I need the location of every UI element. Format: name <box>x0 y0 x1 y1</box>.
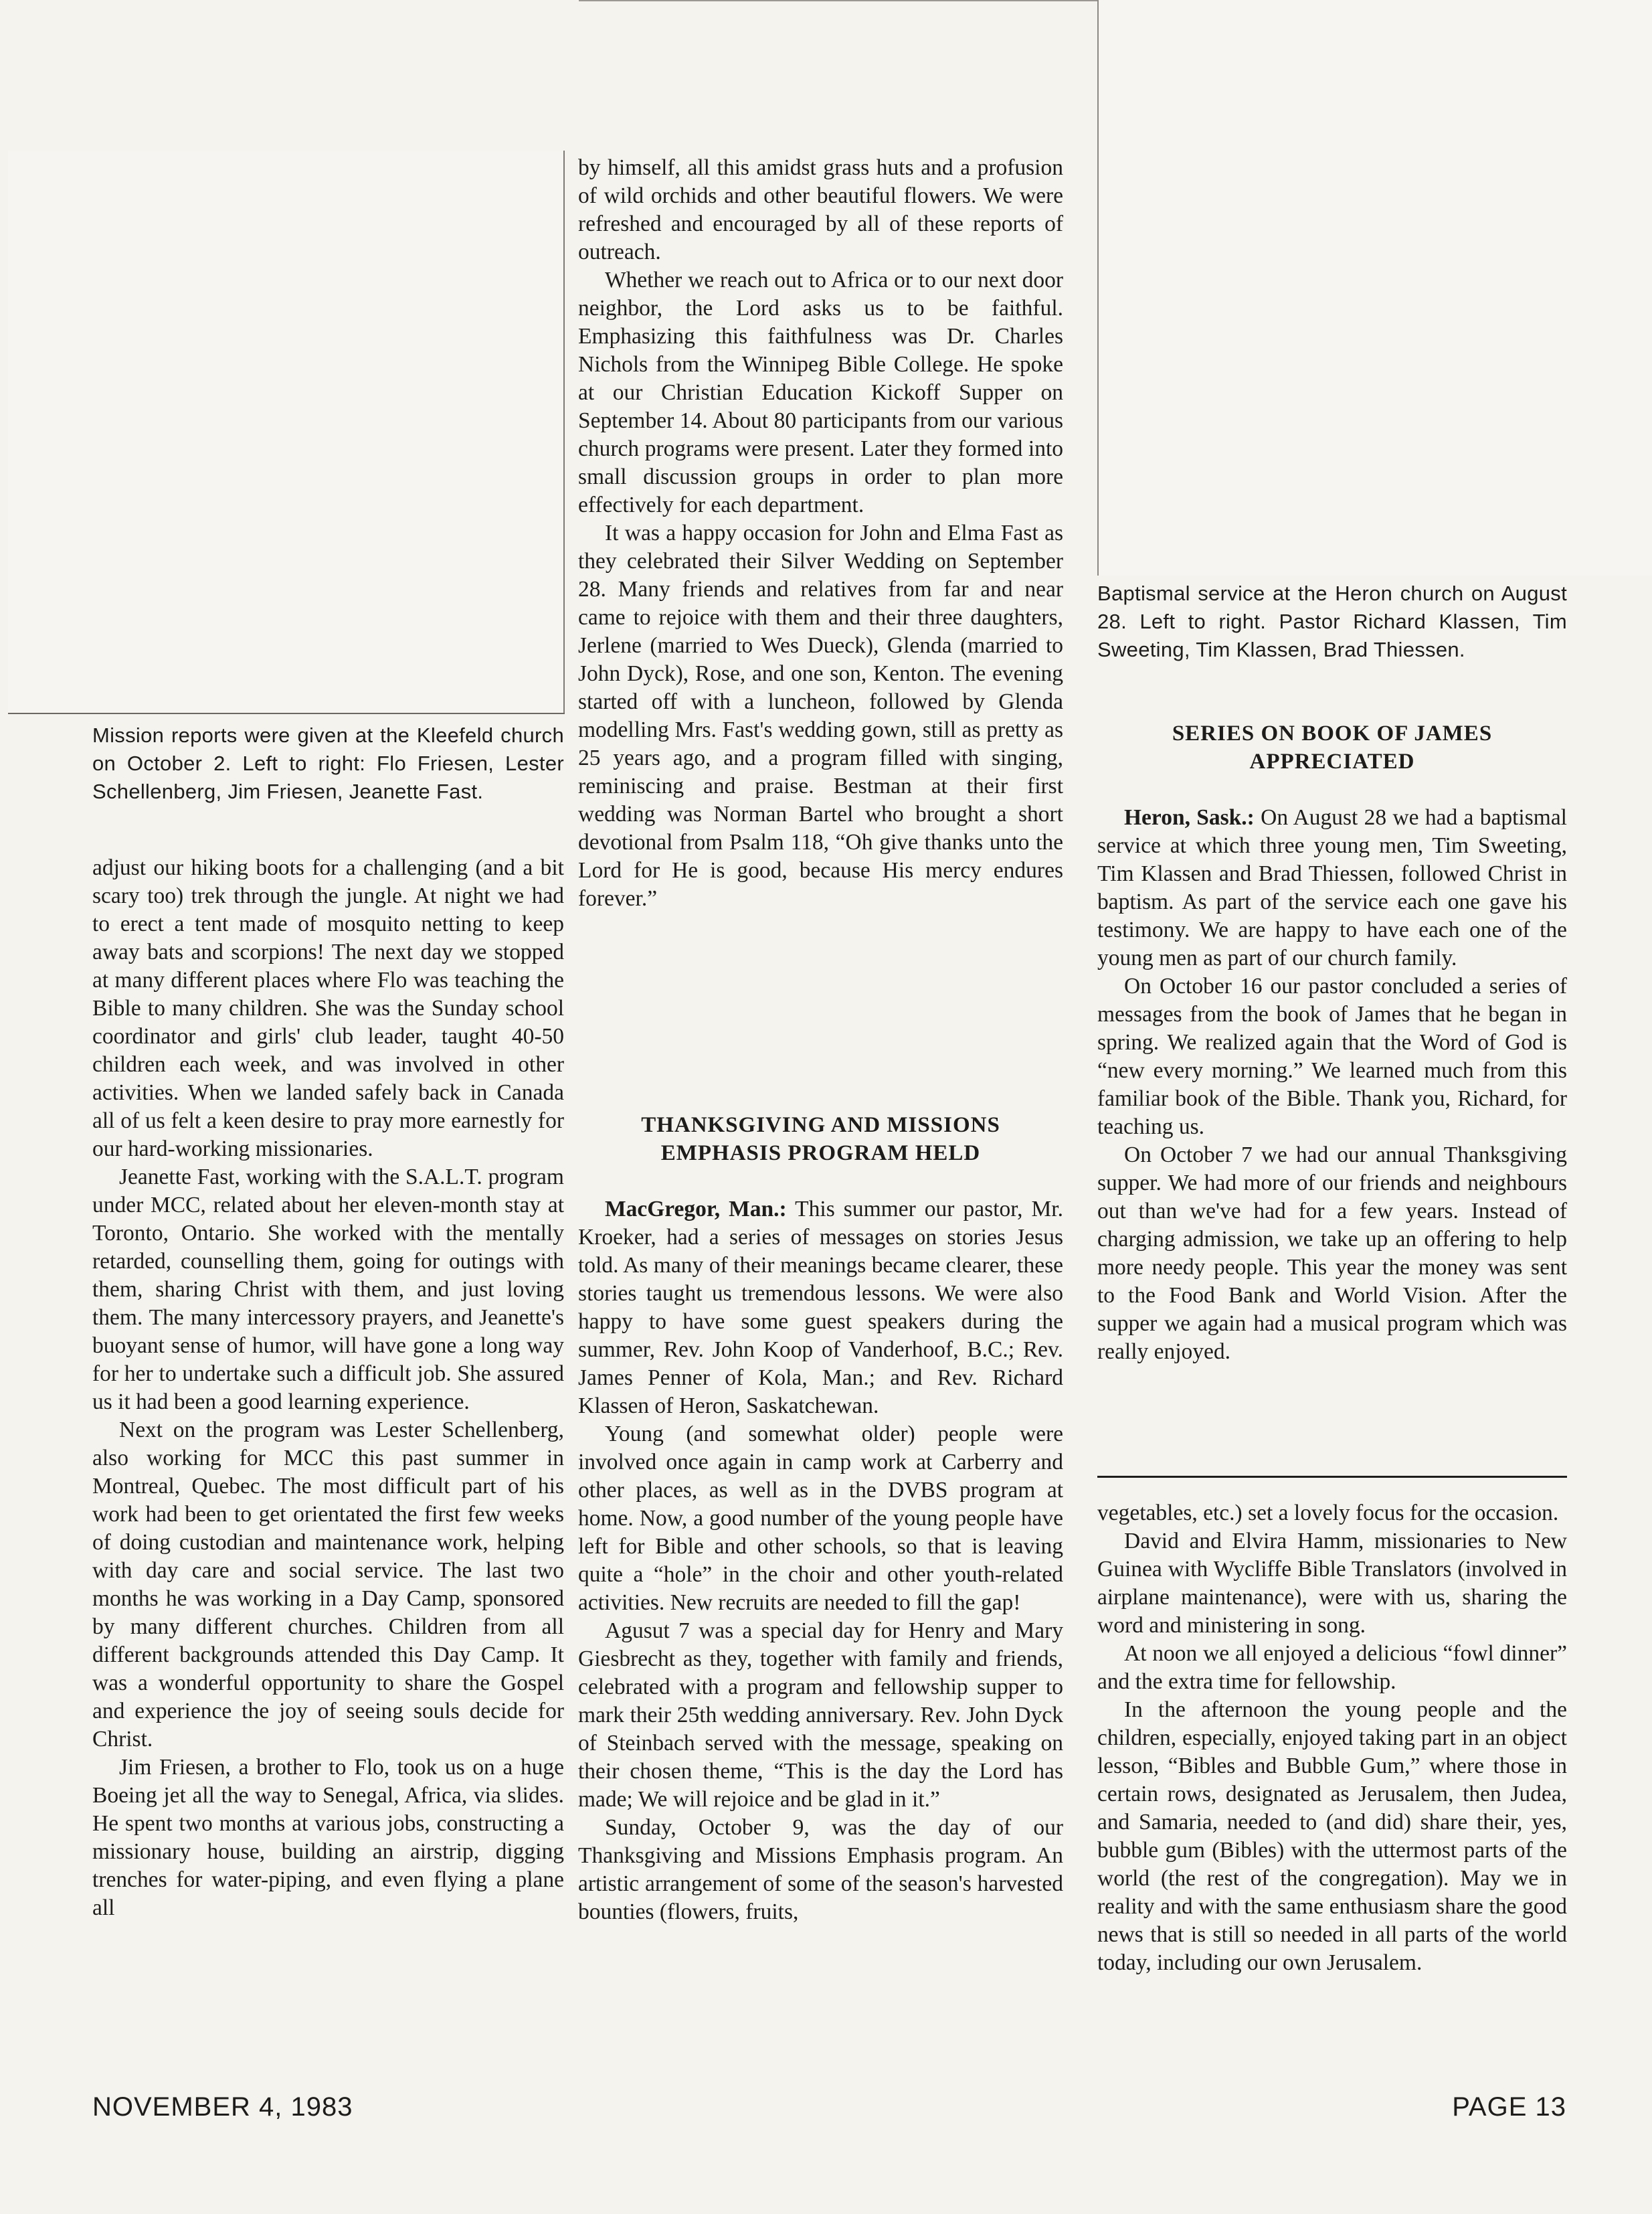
photo-placeholder-heron <box>1097 0 1652 576</box>
paragraph: At noon we all enjoyed a delicious “fowl dinner” and the extra time for fellowship. <box>1097 1641 1567 1694</box>
caption-kleefeld <box>92 721 564 806</box>
article-thanksgiving <box>578 1111 1063 1926</box>
paragraph: Agusut 7 was a special day for Henry and Mary Giesbrecht as they, together with family and friends, celebrated with a program and fellowship supper to mark their 25th wedding anniversary. Rev. John Dyck of Steinbach served with the message, speaking on their chosen theme, “This is the day the Lord has made; We will rejoice and be glad in it.” <box>578 1618 1063 1812</box>
paragraph: It was a happy occasion for John and Elma Fast as they celebrated their Silver Wedding on September 28. Many friends and relatives from far and near came to rejoice with them and their three daughters, Jerlene (married to Wes Dueck), Glenda (married to John Dyck), Rose, and one son, Kenton. The evening started off with a luncheon, followed by Glenda modelling Mrs. Fast's wedding gown, still as pretty as 25 years ago, and a program filled with singing, reminiscing and praise. Bestman at their first wedding was Norman Bartel who brought a short devotional from Psalm 118, “Oh give thanks unto the Lord for He is good, because His mercy endures forever.” <box>578 521 1063 911</box>
article-james <box>1097 719 1567 1366</box>
paragraph: David and Elvira Hamm, missionaries to New Guinea with Wycliffe Bible Translators (involved in airplane maintenance), were with us, sharing the word and ministering in song. <box>1097 1529 1567 1638</box>
paragraph: by himself, all this amidst grass huts and a profusion of wild orchids and other beautiful flowers. We were refreshed and encouraged by all of these reports of outreach. <box>578 155 1063 264</box>
headline: SERIES ON BOOK OF JAMES APPRECIATED <box>1172 721 1493 774</box>
section-divider <box>1097 1476 1567 1478</box>
paragraph: In the afternoon the young people and the children, especially, enjoyed taking part in an object lesson, “Bibles and Bubble Gum,” where those in certain rows, designated as Jerusalem, then Judea, and Samaria, needed to (and did) share their, yes, bubble gum (Bibles) with the uttermost parts of the world (the rest of the congregation). May we in reality and with the same enthusiasm share the good news that is still so needed in all parts of the world today, including our own Jerusalem. <box>1097 1697 1567 1975</box>
column-2-top <box>578 154 1063 913</box>
paragraph: This summer our pastor, Mr. Kroeker, had a series of messages on stories Jesus told. As many of their meanings became clearer, these stories taught us tremendous lessons. We were also happy to have some guest speakers during the summer, Rev. John Koop of Vanderhoof, B.C.; Rev. James Penner of Kola, Man.; and Rev. Richard Klassen of Heron, Saskatchewan. <box>578 1197 1063 1418</box>
dateline: MacGregor, Man.: <box>605 1197 787 1221</box>
paragraph: Next on the program was Lester Schellenberg, also working for MCC this past summer in Montreal, Quebec. The most difficult part of his work had been to get orientated the first few weeks of doing custodian and maintenance work, helping with day care and social service. The last two months he was working in a Day Camp, sponsored by many different churches. Children from all different backgrounds attended this Day Camp. It was a wonderful opportunity to share the Gospel and experience the joy of seeing souls decide for Christ. <box>92 1418 564 1752</box>
page-number: PAGE 13 <box>1452 2092 1566 2122</box>
photo-border <box>563 151 565 713</box>
paragraph: Jeanette Fast, working with the S.A.L.T. program under MCC, related about her eleven-month stay at Toronto, Ontario. She worked with the mentally retarded, counselling them, going for outings with them, sharing Christ with them, and just loving them. The many intercessory prayers, and Jeanette's buoyant sense of humor, will have gone a long way for her to undertake such a difficult job. She assured us it had been a good learning experience. <box>92 1165 564 1414</box>
caption-text: Baptismal service at the Heron church on August 28. Left to right. Pastor Richard Klassen, Tim Sweeting, Tim Klassen, Brad Thiessen. <box>1097 582 1567 661</box>
dateline: Heron, Sask.: <box>1124 805 1255 830</box>
top-rule <box>579 0 1101 1</box>
headline: THANKSGIVING AND MISSIONS EMPHASIS PROGRAM HELD <box>641 1113 1000 1165</box>
issue-date: NOVEMBER 4, 1983 <box>92 2092 353 2122</box>
column-1 <box>92 854 564 1922</box>
paragraph: On October 7 we had our annual Thanksgiving supper. We had more of our friends and neighbours out than we've had for a few years. Instead of charging admission, we take up an offering to help more needy people. This year the money was sent to the Food Bank and World Vision. After the supper we again had a musical program which was really enjoyed. <box>1097 1142 1567 1364</box>
paragraph: On August 28 we had a baptismal service at which three young men, Tim Sweeting, Tim Klassen and Brad Thiessen, followed Christ in baptism. As part of the service each one gave his testimony. We are happy to have each one of the young men as part of our church family. <box>1097 805 1567 970</box>
paragraph: Jim Friesen, a brother to Flo, took us on a huge Boeing jet all the way to Senegal, Africa, via slides. He spent two months at various jobs, constructing a missionary house, building an airstrip, digging trenches for water-piping, and even flying a plane all <box>92 1755 564 1920</box>
paragraph: Sunday, October 9, was the day of our Thanksgiving and Missions Emphasis program. An artistic arrangement of some of the season's harvested bounties (flowers, fruits, <box>578 1815 1063 1924</box>
paragraph: Whether we reach out to Africa or to our next door neighbor, the Lord asks us to be faithful. Emphasizing this faithfulness was Dr. Charles Nichols from the Winnipeg Bible College. He spoke at our Christian Education Kickoff Supper on September 14. About 80 participants from our various church programs were present. Later they formed into small discussion groups in order to plan more effectively for each department. <box>578 268 1063 517</box>
column-3-continued <box>1097 1499 1567 1977</box>
caption-text: Mission reports were given at the Kleefeld church on October 2. Left to right: Flo Friesen, Lester Schellenberg, Jim Friesen, Jeanette Fast. <box>92 723 564 803</box>
paragraph: adjust our hiking boots for a challenging (and a bit scary too) trek through the jungle. At night we had to erect a tent made of mosquito netting to keep away bats and scorpions! The next day we stopped at many different places where Flo was teaching the Bible to many children. She was the Sunday school coordinator and girls' club leader, taught 40-50 children each week, and was involved in other activities. When we landed safely back in Canada all of us felt a keen desire to pray more earnestly for our hard-working missionaries. <box>92 855 564 1161</box>
caption-heron <box>1097 580 1567 664</box>
paragraph: On October 16 our pastor concluded a series of messages from the book of James that he began in spring. We realized again that the Word of God is “new every morning.” We learned much from this familiar book of the Bible. Thank you, Richard, for teaching us. <box>1097 974 1567 1139</box>
paragraph: Young (and somewhat older) people were involved once again in camp work at Carberry and other places, as well as in the DVBS program at home. Now, a good number of the young people have left for Bible and other schools, so that is leaving quite a “hole” in the choir and other youth-related activities. New recruits are needed to fill the gap! <box>578 1422 1063 1615</box>
photo-placeholder-kleefeld <box>8 151 565 714</box>
paragraph: vegetables, etc.) set a lovely focus for the occasion. <box>1097 1501 1559 1525</box>
